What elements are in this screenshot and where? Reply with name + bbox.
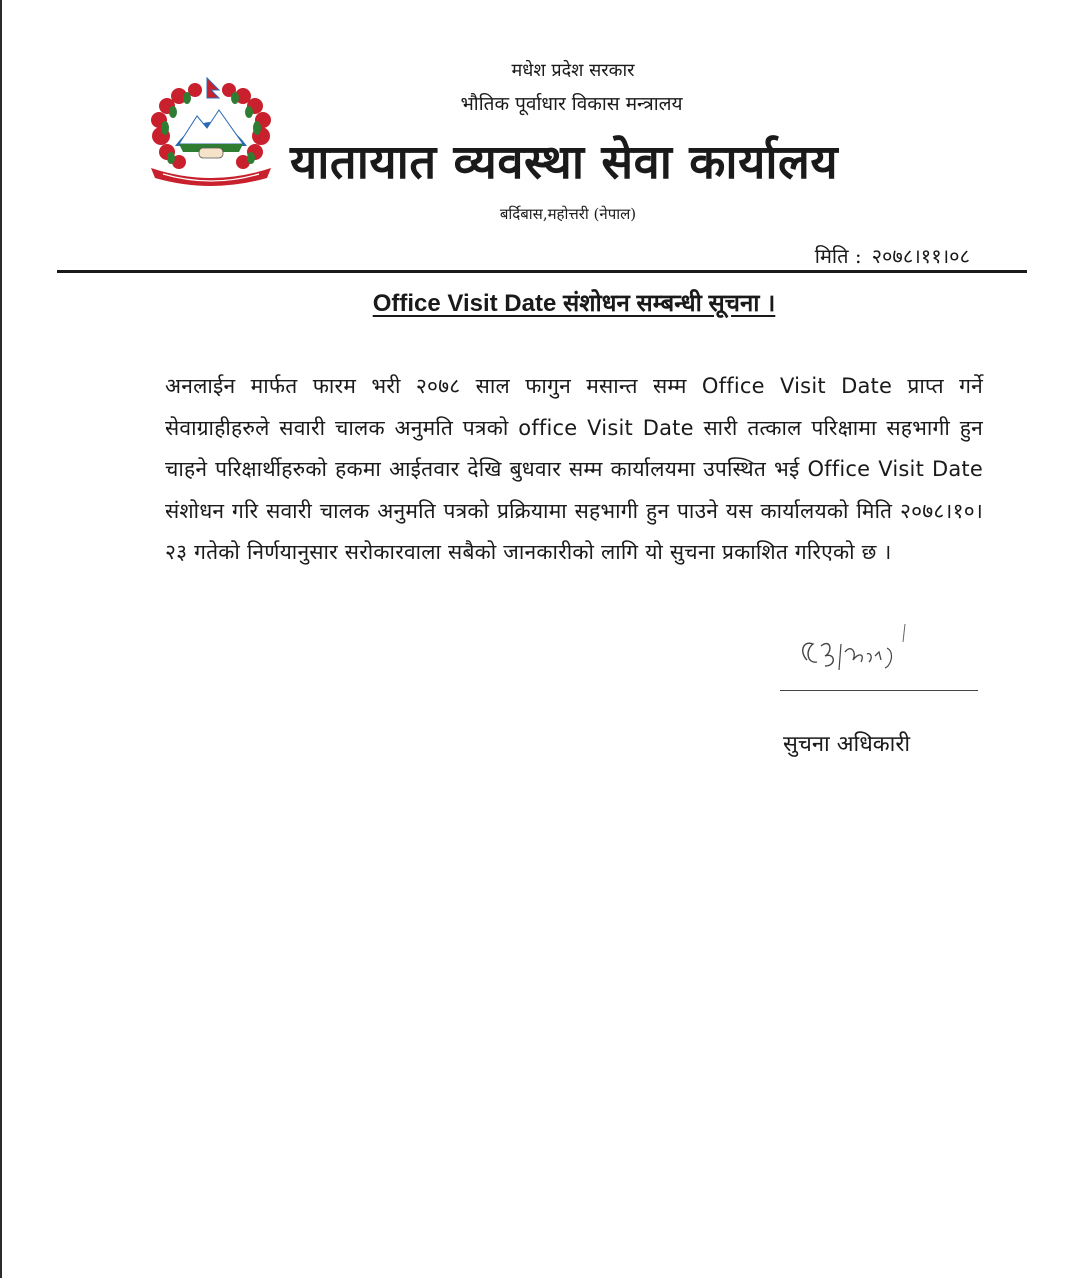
header-divider xyxy=(57,270,1027,273)
office-title: यातायात व्यवस्था सेवा कार्यालय xyxy=(290,135,839,190)
notice-date xyxy=(815,242,980,269)
notice-subject-text: Office Visit Date संशोधन सम्बन्धी सूचना । xyxy=(372,290,776,317)
notice-body: अनलाईन मार्फत फारम भरी २०७८ साल फागुन मसान्त सम्म Office Visit Date प्राप्त गर्ने सेवाग्राहीहरुले सवारी चालक अनुमति पत्रको office Visit Date सारी तत्काल परिक्षामा सहभागी हुन चाहने परिक्षार्थीहरुको हकमा आईतवार देखि बुधवार सम्म कार्यालयमा उपस्थित भई Office Visit Date संशोधन गरि सवारी चालक अनुमति पत्रको प्रक्रियामा सहभागी हुन पाउने यस कार्यालयको मिति २०७८।१०।२३ गतेको निर्णयानुसार सरोकारवाला सबैको जानकारीको लागि यो सुचना प्रकाशित गरिएको छ । xyxy=(165,374,983,564)
date-value: २०७८।११।०८ xyxy=(871,244,970,268)
page-left-border xyxy=(0,0,2,1278)
handwritten-signature xyxy=(795,622,925,682)
ministry-name: भौतिक पूर्वाधार विकास मन्त्रालय xyxy=(460,93,683,115)
notice-subject xyxy=(0,286,1078,319)
date-label: मिति : xyxy=(814,244,862,268)
information-officer: सुचना अधिकारी xyxy=(783,732,911,757)
office-address: बर्दिबास,महोत्तरी (नेपाल) xyxy=(499,205,637,223)
government-name: मधेश प्रदेश सरकार xyxy=(511,60,635,81)
signature-line xyxy=(780,690,978,691)
